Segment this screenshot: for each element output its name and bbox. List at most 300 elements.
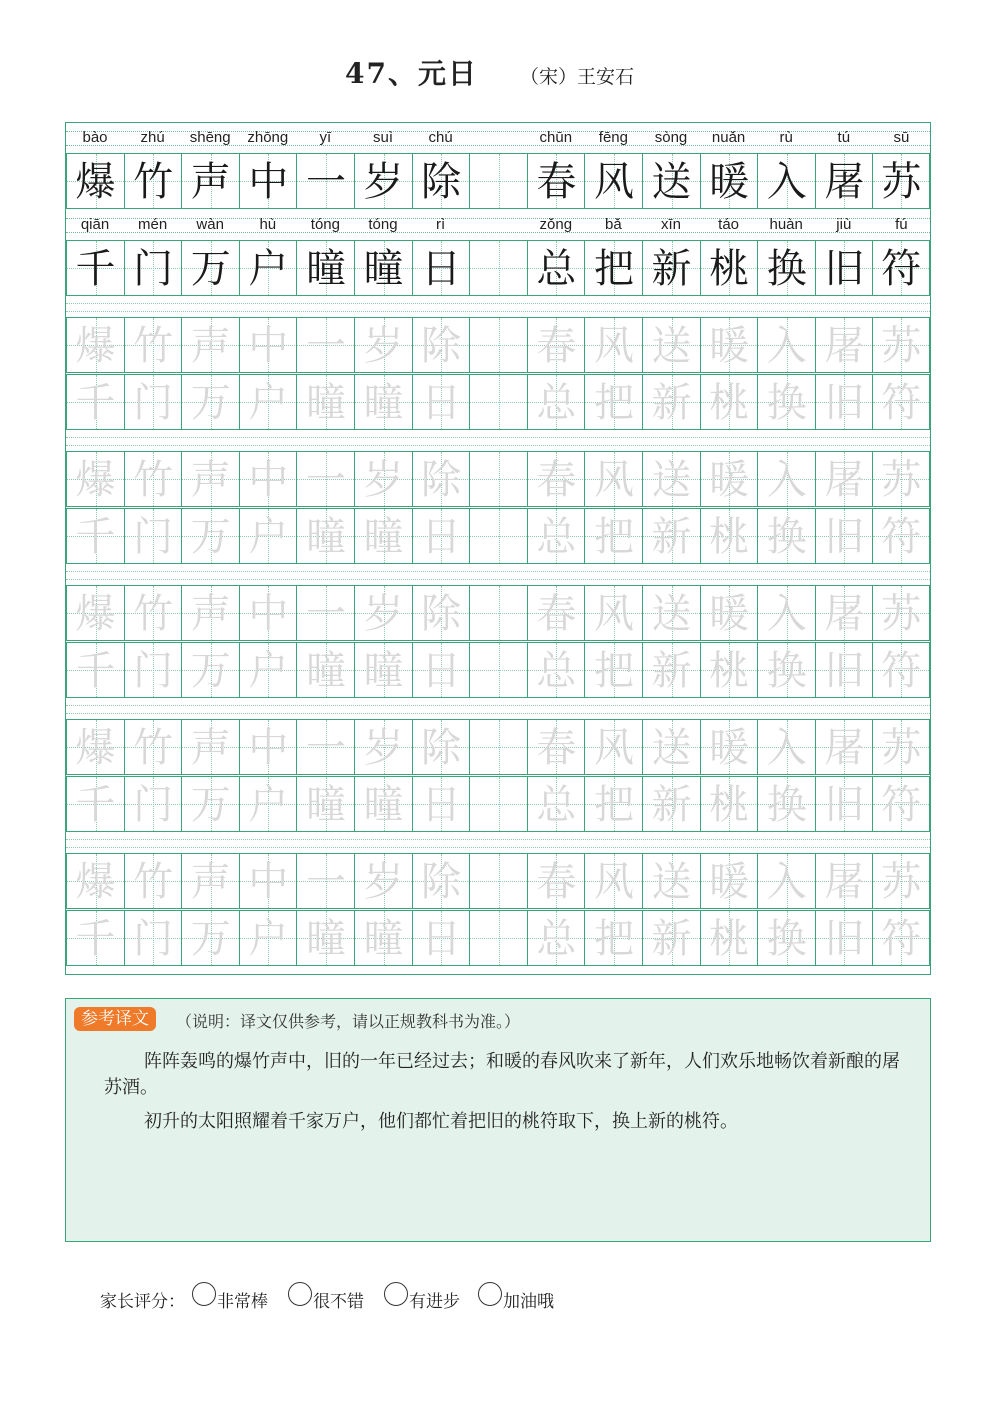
writing-cell[interactable] — [642, 719, 700, 775]
writing-cell[interactable] — [412, 719, 470, 775]
writing-cell[interactable] — [815, 776, 873, 832]
writing-cell[interactable] — [469, 508, 527, 564]
translation-paragraph-1: 阵阵轰鸣的爆竹声中，旧的一年已经过去；和暖的春风吹来了新年，人们欢乐地畅饮着新酿的屠苏酒。 — [104, 1051, 900, 1098]
writing-cell[interactable] — [354, 776, 412, 832]
trace-character: 户 — [248, 782, 289, 828]
writing-cell[interactable] — [239, 240, 297, 296]
writing-cell[interactable] — [239, 585, 297, 641]
writing-cell[interactable] — [757, 642, 815, 698]
trace-character — [470, 643, 527, 697]
writing-cell[interactable] — [181, 240, 239, 296]
writing-cell[interactable] — [469, 585, 527, 641]
writing-cell[interactable] — [66, 853, 124, 909]
trace-character: 总 — [536, 380, 577, 426]
writing-cell[interactable] — [412, 451, 470, 507]
pinyin-syllable: suì — [372, 129, 393, 146]
writing-cell[interactable] — [642, 374, 700, 430]
writing-cell[interactable] — [642, 585, 700, 641]
writing-cell[interactable] — [642, 451, 700, 507]
writing-cell[interactable] — [700, 374, 758, 430]
row-spacer — [66, 431, 930, 451]
model-character: 竹 — [133, 159, 174, 205]
writing-cell[interactable] — [700, 776, 758, 832]
trace-character: 千 — [75, 514, 116, 560]
writing-cell[interactable] — [642, 153, 700, 209]
writing-cell[interactable] — [354, 153, 412, 209]
character-row — [66, 451, 930, 508]
trace-character: 爆 — [75, 725, 116, 771]
writing-cell[interactable] — [239, 153, 297, 209]
translation-note: （说明：译文仅供参考，请以正规教科书为准。） — [176, 1012, 521, 1031]
writing-cell[interactable] — [124, 374, 182, 430]
trace-character: 除 — [421, 725, 462, 771]
writing-cell[interactable] — [815, 585, 873, 641]
pinyin-syllable: qiān — [80, 216, 110, 233]
trace-character: 中 — [248, 591, 289, 637]
writing-cell[interactable] — [239, 317, 297, 373]
writing-cell[interactable] — [469, 451, 527, 507]
trace-character: 声 — [190, 859, 231, 905]
writing-cell[interactable] — [181, 585, 239, 641]
trace-character: 日 — [421, 916, 462, 962]
writing-cell[interactable] — [757, 508, 815, 564]
writing-cell[interactable] — [412, 853, 470, 909]
writing-cell[interactable] — [700, 451, 758, 507]
writing-cell[interactable] — [181, 451, 239, 507]
writing-cell[interactable] — [872, 719, 930, 775]
writing-cell[interactable] — [296, 719, 354, 775]
writing-cell[interactable] — [584, 910, 642, 966]
trace-character: 风 — [593, 457, 634, 503]
writing-cell[interactable] — [584, 719, 642, 775]
writing-cell[interactable] — [700, 317, 758, 373]
pinyin-syllable: zhōng — [247, 129, 289, 146]
trace-character: 曈 — [363, 648, 404, 694]
writing-cell[interactable] — [66, 508, 124, 564]
writing-cell[interactable] — [181, 374, 239, 430]
writing-cell[interactable] — [757, 719, 815, 775]
trace-character: 万 — [190, 782, 231, 828]
trace-character: 岁 — [363, 725, 404, 771]
writing-cell[interactable] — [757, 240, 815, 296]
writing-cell[interactable] — [527, 240, 585, 296]
trace-character: 日 — [421, 514, 462, 560]
writing-cell[interactable] — [124, 508, 182, 564]
trace-character: 风 — [593, 591, 634, 637]
writing-cell[interactable] — [527, 317, 585, 373]
trace-character: 屠 — [824, 457, 865, 503]
writing-cell[interactable] — [584, 374, 642, 430]
writing-cell[interactable] — [872, 585, 930, 641]
writing-cell[interactable] — [239, 508, 297, 564]
writing-cell[interactable] — [354, 719, 412, 775]
trace-character: 风 — [593, 859, 634, 905]
guide-line — [66, 705, 930, 706]
writing-cell[interactable] — [700, 508, 758, 564]
writing-cell[interactable] — [584, 451, 642, 507]
writing-cell[interactable] — [354, 910, 412, 966]
pinyin-row — [66, 123, 930, 153]
trace-character — [470, 911, 527, 965]
pinyin-syllable: rì — [436, 216, 446, 233]
writing-cell[interactable] — [354, 853, 412, 909]
trace-character: 曈 — [363, 782, 404, 828]
model-character: 万 — [190, 246, 231, 292]
guide-line — [66, 847, 930, 848]
trace-character: 换 — [766, 916, 807, 962]
writing-cell[interactable] — [66, 374, 124, 430]
radio-circle-icon[interactable] — [288, 1282, 312, 1306]
trace-character: 春 — [536, 323, 577, 369]
model-character: 岁 — [363, 159, 404, 205]
writing-cell[interactable] — [700, 240, 758, 296]
writing-cell[interactable] — [412, 374, 470, 430]
pinyin-syllable: tú — [837, 129, 851, 146]
trace-character — [470, 777, 527, 831]
trace-character: 送 — [651, 457, 692, 503]
trace-character: 屠 — [824, 323, 865, 369]
writing-cell[interactable] — [296, 776, 354, 832]
pinyin-syllable: chú — [428, 129, 453, 146]
trace-character: 符 — [881, 380, 922, 426]
writing-cell[interactable] — [815, 853, 873, 909]
writing-cell[interactable] — [239, 910, 297, 966]
writing-cell[interactable] — [239, 374, 297, 430]
writing-cell[interactable] — [757, 317, 815, 373]
writing-cell[interactable] — [239, 719, 297, 775]
writing-cell[interactable] — [584, 240, 642, 296]
writing-cell[interactable] — [239, 776, 297, 832]
trace-character: 门 — [133, 514, 174, 560]
writing-cell[interactable] — [815, 317, 873, 373]
writing-cell[interactable] — [757, 776, 815, 832]
writing-cell[interactable] — [469, 719, 527, 775]
writing-cell[interactable] — [700, 585, 758, 641]
writing-cell[interactable] — [757, 585, 815, 641]
writing-cell[interactable] — [124, 910, 182, 966]
writing-cell[interactable] — [469, 910, 527, 966]
trace-character: 入 — [766, 859, 807, 905]
character-row — [66, 374, 930, 431]
writing-cell[interactable] — [239, 853, 297, 909]
trace-character: 桃 — [709, 514, 750, 560]
writing-cell[interactable] — [872, 374, 930, 430]
writing-cell[interactable] — [757, 374, 815, 430]
writing-cell[interactable] — [296, 508, 354, 564]
writing-cell[interactable] — [527, 585, 585, 641]
writing-cell[interactable] — [584, 853, 642, 909]
writing-cell[interactable] — [527, 853, 585, 909]
writing-cell[interactable] — [872, 642, 930, 698]
writing-cell[interactable] — [296, 910, 354, 966]
writing-cell[interactable] — [181, 776, 239, 832]
model-character: 入 — [766, 159, 807, 205]
trace-character: 千 — [75, 648, 116, 694]
writing-cell[interactable] — [527, 719, 585, 775]
writing-cell[interactable] — [815, 719, 873, 775]
writing-cell[interactable] — [66, 317, 124, 373]
writing-cell[interactable] — [124, 585, 182, 641]
writing-cell[interactable] — [66, 585, 124, 641]
writing-cell[interactable] — [642, 853, 700, 909]
translation-paragraph-2: 初升的太阳照耀着千家万户，他们都忙着把旧的桃符取下，换上新的桃符。 — [144, 1111, 738, 1132]
row-spacer — [66, 833, 930, 853]
writing-cell[interactable] — [66, 910, 124, 966]
writing-cell[interactable] — [124, 153, 182, 209]
trace-character: 除 — [421, 591, 462, 637]
guide-line — [66, 311, 930, 312]
radio-circle-icon[interactable] — [478, 1282, 502, 1306]
writing-cell[interactable] — [412, 585, 470, 641]
writing-cell[interactable] — [296, 240, 354, 296]
writing-cell[interactable] — [642, 240, 700, 296]
writing-cell[interactable] — [66, 719, 124, 775]
writing-cell[interactable] — [296, 451, 354, 507]
trace-character: 桃 — [709, 648, 750, 694]
writing-cell[interactable] — [872, 776, 930, 832]
writing-cell[interactable] — [66, 240, 124, 296]
character-row — [66, 317, 930, 374]
writing-cell[interactable] — [354, 317, 412, 373]
pinyin-syllable: táo — [718, 216, 740, 233]
writing-cell[interactable] — [527, 642, 585, 698]
writing-cell[interactable] — [354, 451, 412, 507]
writing-cell[interactable] — [815, 240, 873, 296]
trace-character: 岁 — [363, 859, 404, 905]
writing-cell[interactable] — [354, 508, 412, 564]
writing-cell[interactable] — [527, 776, 585, 832]
writing-cell[interactable] — [469, 853, 527, 909]
writing-cell[interactable] — [642, 642, 700, 698]
trace-character: 春 — [536, 591, 577, 637]
trace-character — [470, 452, 527, 506]
writing-cell[interactable] — [527, 910, 585, 966]
writing-cell[interactable] — [872, 240, 930, 296]
writing-cell[interactable] — [815, 910, 873, 966]
writing-cell[interactable] — [296, 585, 354, 641]
poem-title: 47、元日 — [345, 57, 478, 90]
trace-character: 屠 — [824, 859, 865, 905]
radio-circle-icon[interactable] — [192, 1282, 216, 1306]
writing-cell[interactable] — [872, 910, 930, 966]
trace-character: 把 — [593, 380, 634, 426]
writing-cell[interactable] — [124, 240, 182, 296]
writing-cell[interactable] — [700, 910, 758, 966]
writing-cell[interactable] — [412, 153, 470, 209]
writing-cell[interactable] — [181, 910, 239, 966]
writing-cell[interactable] — [642, 317, 700, 373]
model-character: 换 — [766, 246, 807, 292]
writing-cell[interactable] — [354, 374, 412, 430]
writing-cell[interactable] — [124, 642, 182, 698]
pinyin-syllable: huàn — [769, 216, 803, 233]
trace-character: 入 — [766, 457, 807, 503]
trace-character: 爆 — [75, 591, 116, 637]
writing-cell[interactable] — [584, 153, 642, 209]
rating-option-label: 很不错 — [313, 1292, 364, 1312]
writing-cell[interactable] — [412, 642, 470, 698]
trace-character: 岁 — [363, 457, 404, 503]
writing-cell[interactable] — [872, 451, 930, 507]
writing-cell[interactable] — [872, 317, 930, 373]
writing-cell[interactable] — [469, 776, 527, 832]
writing-cell[interactable] — [757, 153, 815, 209]
rating-option-label: 加油哦 — [503, 1292, 554, 1312]
trace-character: 一 — [305, 323, 346, 369]
writing-cell[interactable] — [296, 642, 354, 698]
writing-cell[interactable] — [700, 153, 758, 209]
character-row — [66, 910, 930, 967]
row-spacer — [66, 699, 930, 719]
writing-cell[interactable] — [181, 853, 239, 909]
guide-line — [66, 579, 930, 580]
trace-character: 桃 — [709, 916, 750, 962]
trace-character: 声 — [190, 591, 231, 637]
writing-cell[interactable] — [412, 317, 470, 373]
writing-cell[interactable] — [757, 451, 815, 507]
writing-cell[interactable] — [527, 451, 585, 507]
trace-character: 中 — [248, 725, 289, 771]
writing-cell[interactable] — [354, 642, 412, 698]
model-character: 声 — [190, 159, 231, 205]
writing-cell[interactable] — [469, 374, 527, 430]
writing-cell[interactable] — [642, 508, 700, 564]
writing-cell[interactable] — [757, 853, 815, 909]
writing-cell[interactable] — [239, 642, 297, 698]
pinyin-syllable: hù — [259, 216, 277, 233]
writing-cell[interactable] — [584, 585, 642, 641]
writing-cell[interactable] — [469, 642, 527, 698]
trace-character: 苏 — [881, 859, 922, 905]
trace-character: 中 — [248, 323, 289, 369]
trace-character — [470, 509, 527, 563]
trace-character: 旧 — [824, 514, 865, 560]
writing-cell[interactable] — [124, 853, 182, 909]
writing-cell[interactable] — [181, 508, 239, 564]
rating-label: 家长评分： — [100, 1292, 185, 1312]
writing-cell[interactable] — [412, 776, 470, 832]
writing-cell[interactable] — [469, 317, 527, 373]
writing-cell[interactable] — [66, 776, 124, 832]
writing-cell[interactable] — [815, 508, 873, 564]
trace-character: 声 — [190, 725, 231, 771]
pinyin-syllable: tóng — [368, 216, 398, 233]
writing-cell[interactable] — [815, 642, 873, 698]
writing-cell[interactable] — [66, 153, 124, 209]
model-character: 日 — [421, 246, 462, 292]
writing-cell[interactable] — [815, 153, 873, 209]
writing-cell[interactable] — [66, 451, 124, 507]
writing-cell[interactable] — [584, 776, 642, 832]
trace-character: 曈 — [305, 916, 346, 962]
pinyin-syllable: sòng — [654, 129, 688, 146]
model-character: 风 — [593, 159, 634, 205]
writing-cell[interactable] — [354, 240, 412, 296]
writing-cell[interactable] — [700, 853, 758, 909]
writing-cell[interactable] — [527, 153, 585, 209]
writing-cell[interactable] — [296, 374, 354, 430]
writing-cell[interactable] — [296, 317, 354, 373]
trace-character — [470, 586, 527, 640]
writing-cell[interactable] — [872, 153, 930, 209]
writing-cell[interactable] — [584, 642, 642, 698]
trace-character: 把 — [593, 782, 634, 828]
writing-cell[interactable] — [872, 508, 930, 564]
writing-cell[interactable] — [527, 508, 585, 564]
writing-cell[interactable] — [124, 317, 182, 373]
writing-cell[interactable] — [642, 776, 700, 832]
writing-cell[interactable] — [412, 240, 470, 296]
writing-cell[interactable] — [469, 153, 527, 209]
writing-cell[interactable] — [584, 317, 642, 373]
model-character: 旧 — [824, 246, 865, 292]
pinyin-syllable: wàn — [196, 216, 224, 233]
writing-cell[interactable] — [527, 374, 585, 430]
writing-cell[interactable] — [872, 853, 930, 909]
writing-cell[interactable] — [354, 585, 412, 641]
trace-character: 声 — [190, 323, 231, 369]
trace-character: 万 — [190, 380, 231, 426]
writing-cell[interactable] — [469, 240, 527, 296]
writing-cell[interactable] — [815, 374, 873, 430]
writing-cell[interactable] — [181, 719, 239, 775]
trace-character: 符 — [881, 782, 922, 828]
character-row — [66, 853, 930, 910]
writing-cell[interactable] — [181, 317, 239, 373]
trace-character: 一 — [305, 591, 346, 637]
trace-character: 换 — [766, 380, 807, 426]
writing-cell[interactable] — [181, 642, 239, 698]
writing-cell[interactable] — [124, 451, 182, 507]
pinyin-syllable: fēng — [598, 129, 628, 146]
trace-character: 屠 — [824, 591, 865, 637]
writing-cell[interactable] — [181, 153, 239, 209]
model-character: 千 — [75, 246, 116, 292]
model-character: 暖 — [709, 159, 750, 205]
writing-cell[interactable] — [700, 719, 758, 775]
rating-option-label: 有进步 — [409, 1292, 460, 1312]
writing-cell[interactable] — [296, 153, 354, 209]
trace-character: 送 — [651, 725, 692, 771]
model-character: 门 — [133, 246, 174, 292]
trace-character: 竹 — [133, 859, 174, 905]
trace-character: 换 — [766, 514, 807, 560]
writing-cell[interactable] — [412, 910, 470, 966]
writing-cell[interactable] — [642, 910, 700, 966]
writing-cell[interactable] — [124, 776, 182, 832]
trace-character: 暖 — [709, 591, 750, 637]
writing-cell[interactable] — [66, 642, 124, 698]
model-character: 送 — [651, 159, 692, 205]
pinyin-syllable: tóng — [310, 216, 340, 233]
model-character: 桃 — [709, 246, 750, 292]
writing-cell[interactable] — [239, 451, 297, 507]
writing-cell[interactable] — [124, 719, 182, 775]
trace-character: 门 — [133, 782, 174, 828]
radio-circle-icon[interactable] — [384, 1282, 408, 1306]
writing-cell[interactable] — [296, 853, 354, 909]
pinyin-syllable: nuǎn — [711, 129, 746, 146]
writing-cell[interactable] — [412, 508, 470, 564]
model-character: 符 — [881, 246, 922, 292]
writing-cell[interactable] — [757, 910, 815, 966]
row-spacer — [66, 565, 930, 585]
writing-cell[interactable] — [700, 642, 758, 698]
trace-character: 千 — [75, 380, 116, 426]
translation-tag: 参考译文 — [74, 1007, 156, 1031]
writing-cell[interactable] — [584, 508, 642, 564]
writing-cell[interactable] — [815, 451, 873, 507]
